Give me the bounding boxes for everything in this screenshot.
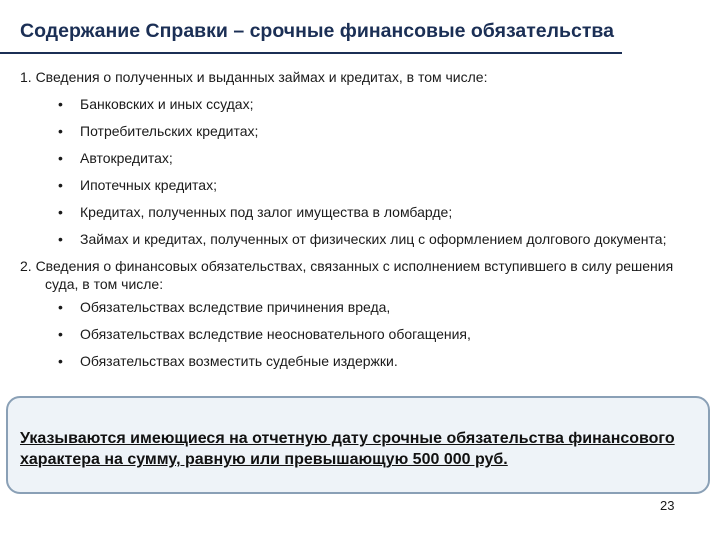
bullet-icon: • [58, 231, 63, 247]
list-item [20, 230, 700, 248]
loan-types-list [20, 95, 700, 248]
threshold-note-text: Указываются имеющиеся на отчетную дату срочные обязательства финансового характера на сумму, равную или превышающую 500 000 руб. [20, 430, 675, 468]
list-item [20, 176, 700, 194]
list-item [20, 149, 700, 167]
list-item-text: Обязательствах вследствие неосновательного обогащения, [80, 326, 471, 342]
list-item-text: Ипотечных кредитах; [80, 177, 217, 193]
bullet-icon: • [58, 326, 63, 342]
list-item-text: Займах и кредитах, полученных от физических лиц с оформлением долгового документа; [80, 231, 667, 247]
bullet-icon: • [58, 96, 63, 112]
slide-title: Содержание Справки – срочные финансовые обязательства [20, 20, 614, 42]
list-item [20, 122, 700, 140]
list-item [20, 325, 700, 343]
list-item [20, 298, 700, 316]
list-item-text: Автокредитах; [80, 150, 173, 166]
section-court-obligations [20, 257, 700, 370]
section-heading: 2. Сведения о финансовых обязательствах, связанных с исполнением вступившего в силу решения суда, в том числе: [20, 258, 674, 292]
list-item-text: Банковских и иных ссудах; [80, 96, 254, 112]
list-item [20, 203, 700, 221]
bullet-icon: • [58, 204, 63, 220]
threshold-note-box [6, 396, 710, 494]
bullet-icon: • [58, 353, 63, 369]
title-underline [0, 52, 622, 54]
list-item-text: Обязательствах вследствие причинения вреда, [80, 299, 391, 315]
bullet-icon: • [58, 150, 63, 166]
obligation-types-list [20, 298, 700, 370]
list-item-text: Кредитах, полученных под залог имущества в ломбарде; [80, 204, 453, 220]
bullet-icon: • [58, 123, 63, 139]
list-item [20, 95, 700, 113]
list-item-text: Обязательствах возместить судебные издержки. [80, 353, 398, 369]
section-heading: 1. Сведения о полученных и выданных займах и кредитах, в том числе: [20, 69, 488, 85]
bullet-icon: • [58, 177, 63, 193]
list-item-text: Потребительских кредитах; [80, 123, 259, 139]
section-loans [20, 68, 700, 248]
bullet-icon: • [58, 299, 63, 315]
page-number: 23 [660, 498, 675, 513]
slide-content [20, 68, 700, 379]
list-item [20, 352, 700, 370]
